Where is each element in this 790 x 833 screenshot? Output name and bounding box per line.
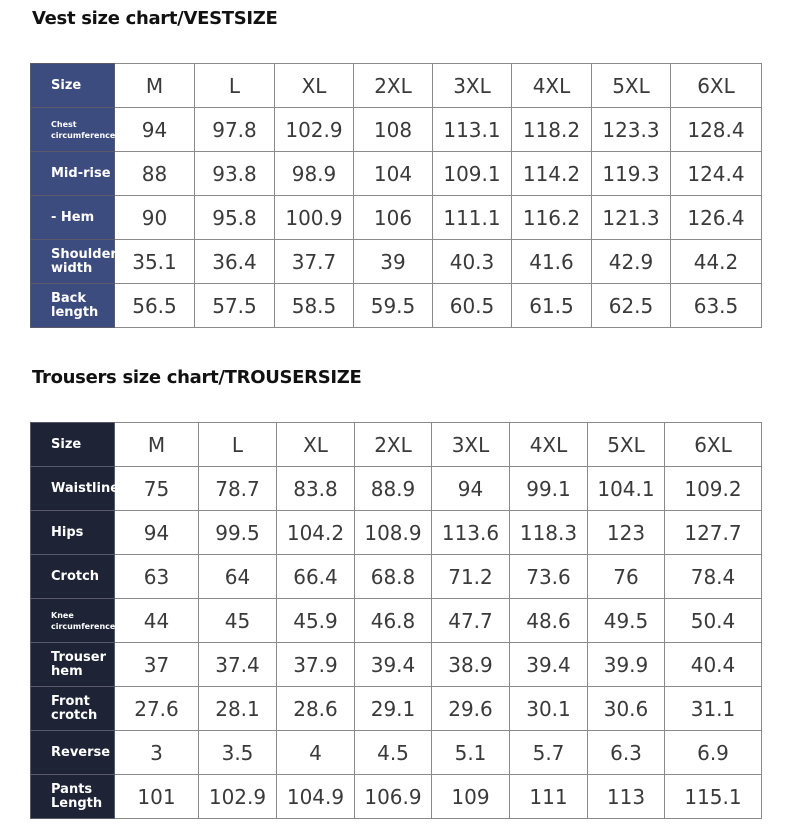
measurement-value: 64	[199, 555, 277, 599]
measurement-value: 61.5	[512, 284, 592, 328]
measurement-value: 30.6	[588, 687, 665, 731]
measurement-value: 29.6	[432, 687, 510, 731]
measurement-value: 27.6	[115, 687, 199, 731]
measurement-value: 63.5	[671, 284, 762, 328]
measurement-value: 124.4	[671, 152, 762, 196]
measurement-value: 5.1	[432, 731, 510, 775]
measurement-value: 78.7	[199, 467, 277, 511]
measurement-value: 63	[115, 555, 199, 599]
measurement-value: 40.4	[665, 643, 762, 687]
measurement-value: 104.2	[277, 511, 355, 555]
table-row	[31, 467, 762, 511]
measurement-value: 37	[115, 643, 199, 687]
measurement-label: Knee circumference	[31, 599, 115, 643]
measurement-value: 127.7	[665, 511, 762, 555]
size-column-header: 2XL	[355, 423, 432, 467]
measurement-value: 28.6	[277, 687, 355, 731]
measurement-value: 94	[115, 511, 199, 555]
trousers-size-chart-title: Trousers size chart/TROUSERSIZE	[32, 367, 362, 388]
measurement-value: 29.1	[355, 687, 432, 731]
measurement-value: 40.3	[433, 240, 512, 284]
table-row	[31, 240, 762, 284]
measurement-value: 126.4	[671, 196, 762, 240]
measurement-value: 39.4	[355, 643, 432, 687]
measurement-value: 111	[510, 775, 588, 819]
measurement-value: 109	[432, 775, 510, 819]
size-column-header: 6XL	[671, 64, 762, 108]
size-column-header: L	[195, 64, 275, 108]
size-column-header: XL	[277, 423, 355, 467]
measurement-label: Hips	[31, 511, 115, 555]
measurement-label: Crotch	[31, 555, 115, 599]
measurement-value: 97.8	[195, 108, 275, 152]
measurement-value: 116.2	[512, 196, 592, 240]
table-row	[31, 599, 762, 643]
measurement-value: 88.9	[355, 467, 432, 511]
measurement-value: 66.4	[277, 555, 355, 599]
size-column-header: 3XL	[432, 423, 510, 467]
measurement-value: 37.4	[199, 643, 277, 687]
measurement-value: 88	[115, 152, 195, 196]
measurement-value: 49.5	[588, 599, 665, 643]
measurement-label: Back length	[31, 284, 115, 328]
measurement-value: 3	[115, 731, 199, 775]
measurement-value: 93.8	[195, 152, 275, 196]
measurement-label: Shoulder width	[31, 240, 115, 284]
measurement-value: 113.6	[432, 511, 510, 555]
measurement-value: 48.6	[510, 599, 588, 643]
measurement-value: 57.5	[195, 284, 275, 328]
measurement-value: 36.4	[195, 240, 275, 284]
measurement-value: 38.9	[432, 643, 510, 687]
measurement-value: 104	[354, 152, 433, 196]
measurement-value: 45.9	[277, 599, 355, 643]
measurement-value: 44	[115, 599, 199, 643]
measurement-value: 100.9	[275, 196, 354, 240]
size-column-header: 6XL	[665, 423, 762, 467]
measurement-value: 4	[277, 731, 355, 775]
table-row	[31, 152, 762, 196]
measurement-value: 41.6	[512, 240, 592, 284]
measurement-value: 56.5	[115, 284, 195, 328]
measurement-value: 128.4	[671, 108, 762, 152]
measurement-value: 78.4	[665, 555, 762, 599]
measurement-value: 59.5	[354, 284, 433, 328]
measurement-value: 118.3	[510, 511, 588, 555]
measurement-value: 109.2	[665, 467, 762, 511]
table-row	[31, 108, 762, 152]
measurement-label: Reverse	[31, 731, 115, 775]
measurement-value: 94	[432, 467, 510, 511]
measurement-value: 106.9	[355, 775, 432, 819]
measurement-value: 37.7	[275, 240, 354, 284]
measurement-value: 104.1	[588, 467, 665, 511]
measurement-value: 42.9	[592, 240, 671, 284]
measurement-value: 68.8	[355, 555, 432, 599]
measurement-label: Chest circumference	[31, 108, 115, 152]
size-header-row	[31, 64, 762, 108]
measurement-value: 58.5	[275, 284, 354, 328]
measurement-value: 98.9	[275, 152, 354, 196]
measurement-value: 108.9	[355, 511, 432, 555]
measurement-value: 118.2	[512, 108, 592, 152]
measurement-value: 47.7	[432, 599, 510, 643]
measurement-value: 104.9	[277, 775, 355, 819]
size-column-header: 3XL	[433, 64, 512, 108]
measurement-value: 3.5	[199, 731, 277, 775]
size-header-row	[31, 423, 762, 467]
measurement-value: 102.9	[199, 775, 277, 819]
measurement-value: 39.4	[510, 643, 588, 687]
measurement-value: 101	[115, 775, 199, 819]
size-column-header: 4XL	[512, 64, 592, 108]
size-column-header: 5XL	[588, 423, 665, 467]
size-column-header: XL	[275, 64, 354, 108]
measurement-value: 73.6	[510, 555, 588, 599]
vest-size-table	[30, 63, 762, 328]
measurement-value: 108	[354, 108, 433, 152]
measurement-value: 119.3	[592, 152, 671, 196]
table-row	[31, 643, 762, 687]
measurement-value: 115.1	[665, 775, 762, 819]
table-row	[31, 284, 762, 328]
size-column-header: M	[115, 64, 195, 108]
measurement-label: Trouser hem	[31, 643, 115, 687]
measurement-value: 106	[354, 196, 433, 240]
measurement-value: 114.2	[512, 152, 592, 196]
measurement-value: 4.5	[355, 731, 432, 775]
measurement-value: 39.9	[588, 643, 665, 687]
measurement-value: 39	[354, 240, 433, 284]
measurement-value: 62.5	[592, 284, 671, 328]
measurement-label: Mid-rise	[31, 152, 115, 196]
measurement-value: 71.2	[432, 555, 510, 599]
measurement-value: 6.3	[588, 731, 665, 775]
measurement-value: 113	[588, 775, 665, 819]
measurement-value: 46.8	[355, 599, 432, 643]
measurement-value: 50.4	[665, 599, 762, 643]
measurement-value: 111.1	[433, 196, 512, 240]
vest-size-chart-title: Vest size chart/VESTSIZE	[32, 8, 278, 29]
measurement-value: 95.8	[195, 196, 275, 240]
measurement-value: 99.5	[199, 511, 277, 555]
measurement-value: 99.1	[510, 467, 588, 511]
measurement-value: 94	[115, 108, 195, 152]
measurement-label: - Hem	[31, 196, 115, 240]
measurement-value: 83.8	[277, 467, 355, 511]
measurement-value: 35.1	[115, 240, 195, 284]
measurement-value: 6.9	[665, 731, 762, 775]
measurement-value: 31.1	[665, 687, 762, 731]
measurement-value: 90	[115, 196, 195, 240]
size-header-label: Size	[31, 64, 115, 108]
size-column-header: 2XL	[354, 64, 433, 108]
measurement-value: 5.7	[510, 731, 588, 775]
size-column-header: 4XL	[510, 423, 588, 467]
size-header-label: Size	[31, 423, 115, 467]
measurement-value: 28.1	[199, 687, 277, 731]
table-row	[31, 555, 762, 599]
table-row	[31, 775, 762, 819]
table-row	[31, 731, 762, 775]
measurement-value: 123	[588, 511, 665, 555]
measurement-value: 75	[115, 467, 199, 511]
size-column-header: 5XL	[592, 64, 671, 108]
table-row	[31, 687, 762, 731]
measurement-label: Pants Length	[31, 775, 115, 819]
size-column-header: M	[115, 423, 199, 467]
measurement-value: 37.9	[277, 643, 355, 687]
measurement-value: 113.1	[433, 108, 512, 152]
size-column-header: L	[199, 423, 277, 467]
measurement-value: 102.9	[275, 108, 354, 152]
measurement-value: 60.5	[433, 284, 512, 328]
measurement-value: 45	[199, 599, 277, 643]
measurement-label: Front crotch	[31, 687, 115, 731]
measurement-value: 121.3	[592, 196, 671, 240]
measurement-value: 30.1	[510, 687, 588, 731]
trousers-size-table	[30, 422, 762, 819]
table-row	[31, 196, 762, 240]
measurement-value: 123.3	[592, 108, 671, 152]
measurement-value: 76	[588, 555, 665, 599]
measurement-value: 44.2	[671, 240, 762, 284]
measurement-value: 109.1	[433, 152, 512, 196]
measurement-label: Waistline	[31, 467, 115, 511]
table-row	[31, 511, 762, 555]
